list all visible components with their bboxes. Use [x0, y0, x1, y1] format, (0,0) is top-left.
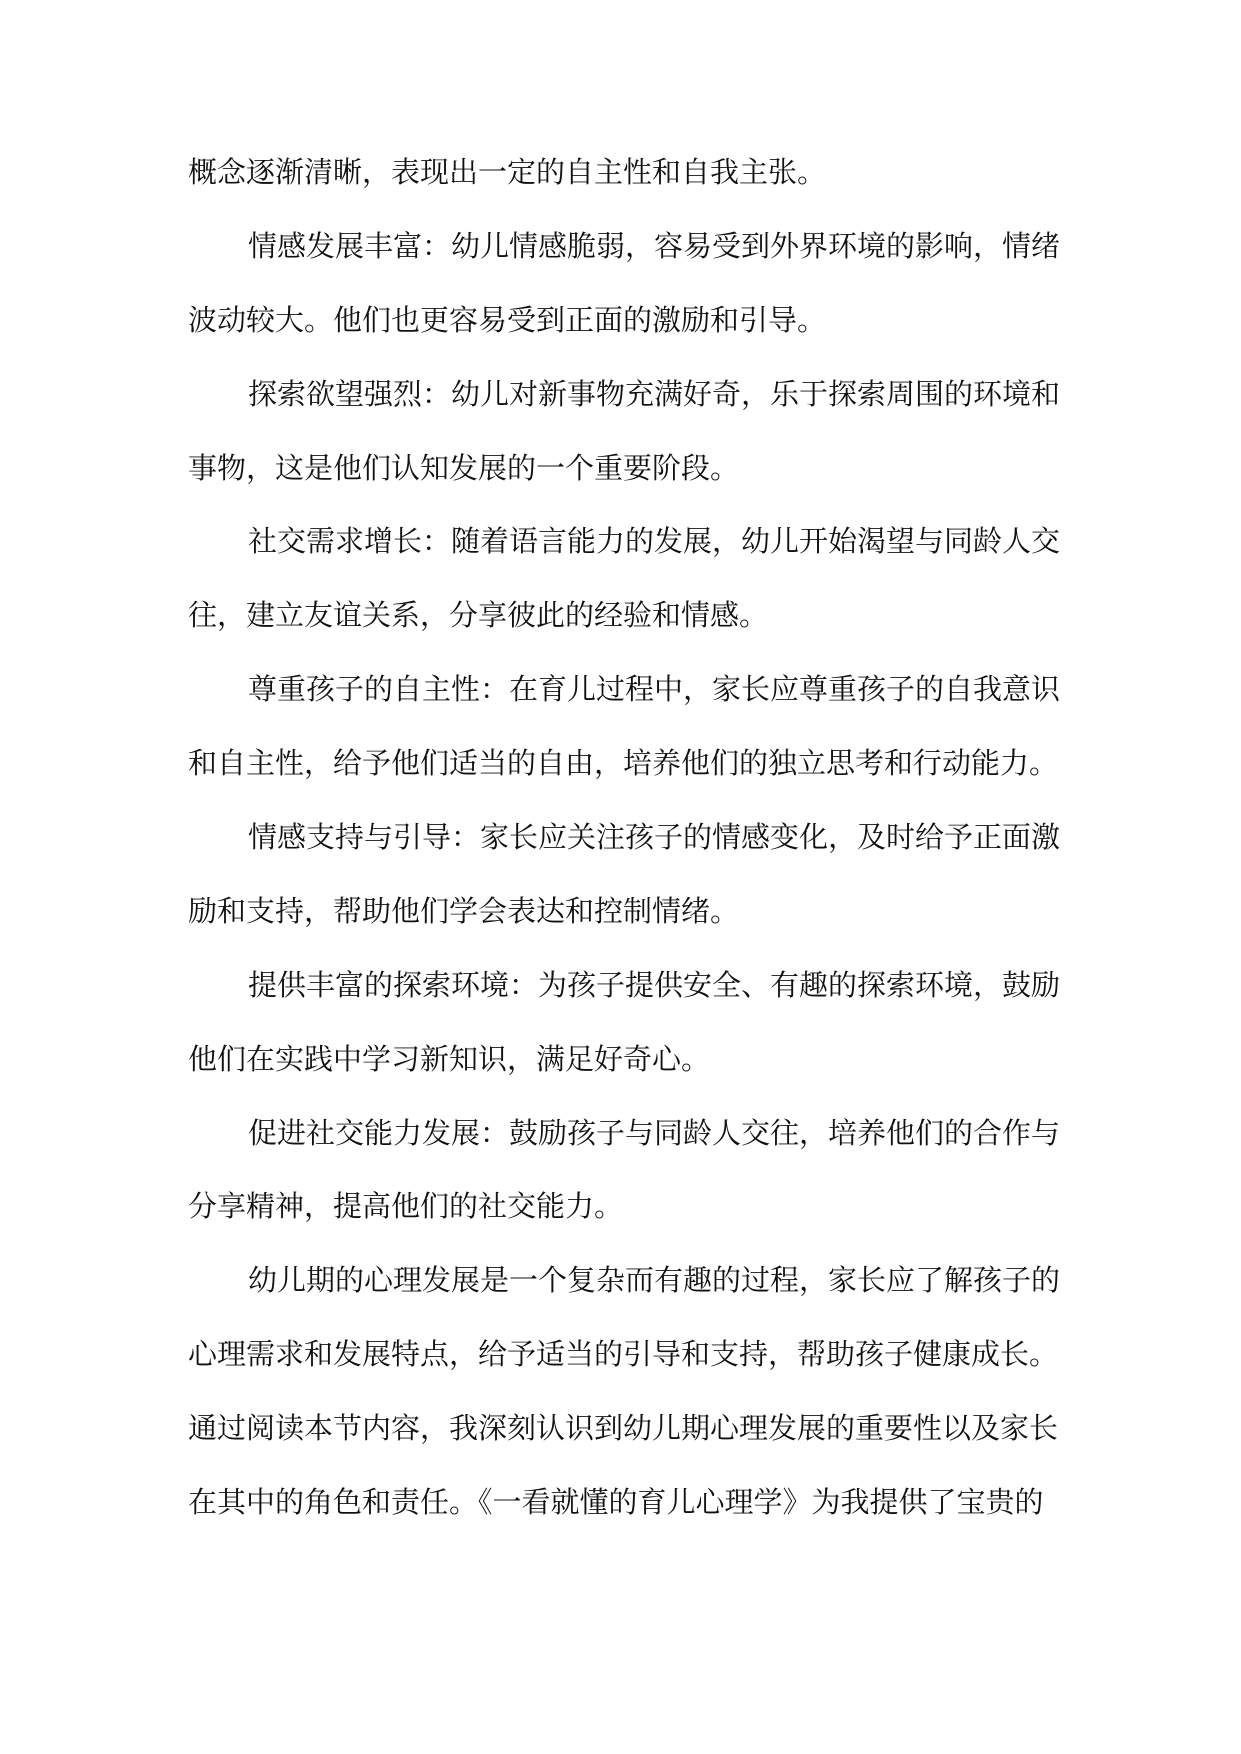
- text-line: 尊重孩子的自主性：在育儿过程中，家长应尊重孩子的自我意识: [248, 672, 1061, 707]
- text-line: 幼儿期的心理发展是一个复杂而有趣的过程，家长应了解孩子的: [248, 1263, 1061, 1298]
- document-body: [188, 142, 1060, 1546]
- text-line: 促进社交能力发展：鼓励孩子与同龄人交往，培养他们的合作与: [248, 1115, 1061, 1150]
- text-line: 往，建立友谊关系，分享彼此的经验和情感。: [188, 598, 769, 633]
- text-line: 探索欲望强烈：幼儿对新事物充满好奇，乐于探索周围的环境和: [248, 376, 1061, 411]
- text-line: 概念逐渐清晰，表现出一定的自主性和自我主张。: [188, 155, 827, 189]
- text-line: 事物，这是他们认知发展的一个重要阶段。: [188, 450, 740, 485]
- text-line: 社交需求增长：随着语言能力的发展，幼儿开始渴望与同龄人交: [248, 524, 1061, 559]
- text-line: 他们在实践中学习新知识，满足好奇心。: [188, 1041, 711, 1076]
- text-line: 在其中的角色和责任。《一看就懂的育儿心理学》为我提供了宝贵的: [188, 1485, 1044, 1520]
- text-line: 励和支持，帮助他们学会表达和控制情绪。: [188, 893, 740, 928]
- text-line: 和自主性，给予他们适当的自由，培养他们的独立思考和行动能力。: [188, 746, 1059, 781]
- text-line: 情感发展丰富：幼儿情感脆弱，容易受到外界环境的影响，情绪: [248, 228, 1061, 263]
- text-line: 波动较大。他们也更容易受到正面的激励和引导。: [188, 302, 827, 337]
- text-line: 提供丰富的探索环境：为孩子提供安全、有趣的探索环境，鼓励: [248, 967, 1061, 1002]
- text-line: 心理需求和发展特点，给予适当的引导和支持，帮助孩子健康成长。: [188, 1337, 1059, 1372]
- text-line: 情感支持与引导：家长应关注孩子的情感变化，及时给予正面激: [248, 820, 1061, 855]
- text-line: 分享精神，提高他们的社交能力。: [188, 1189, 624, 1224]
- text-line: 通过阅读本节内容，我深刻认识到幼儿期心理发展的重要性以及家长: [188, 1411, 1059, 1446]
